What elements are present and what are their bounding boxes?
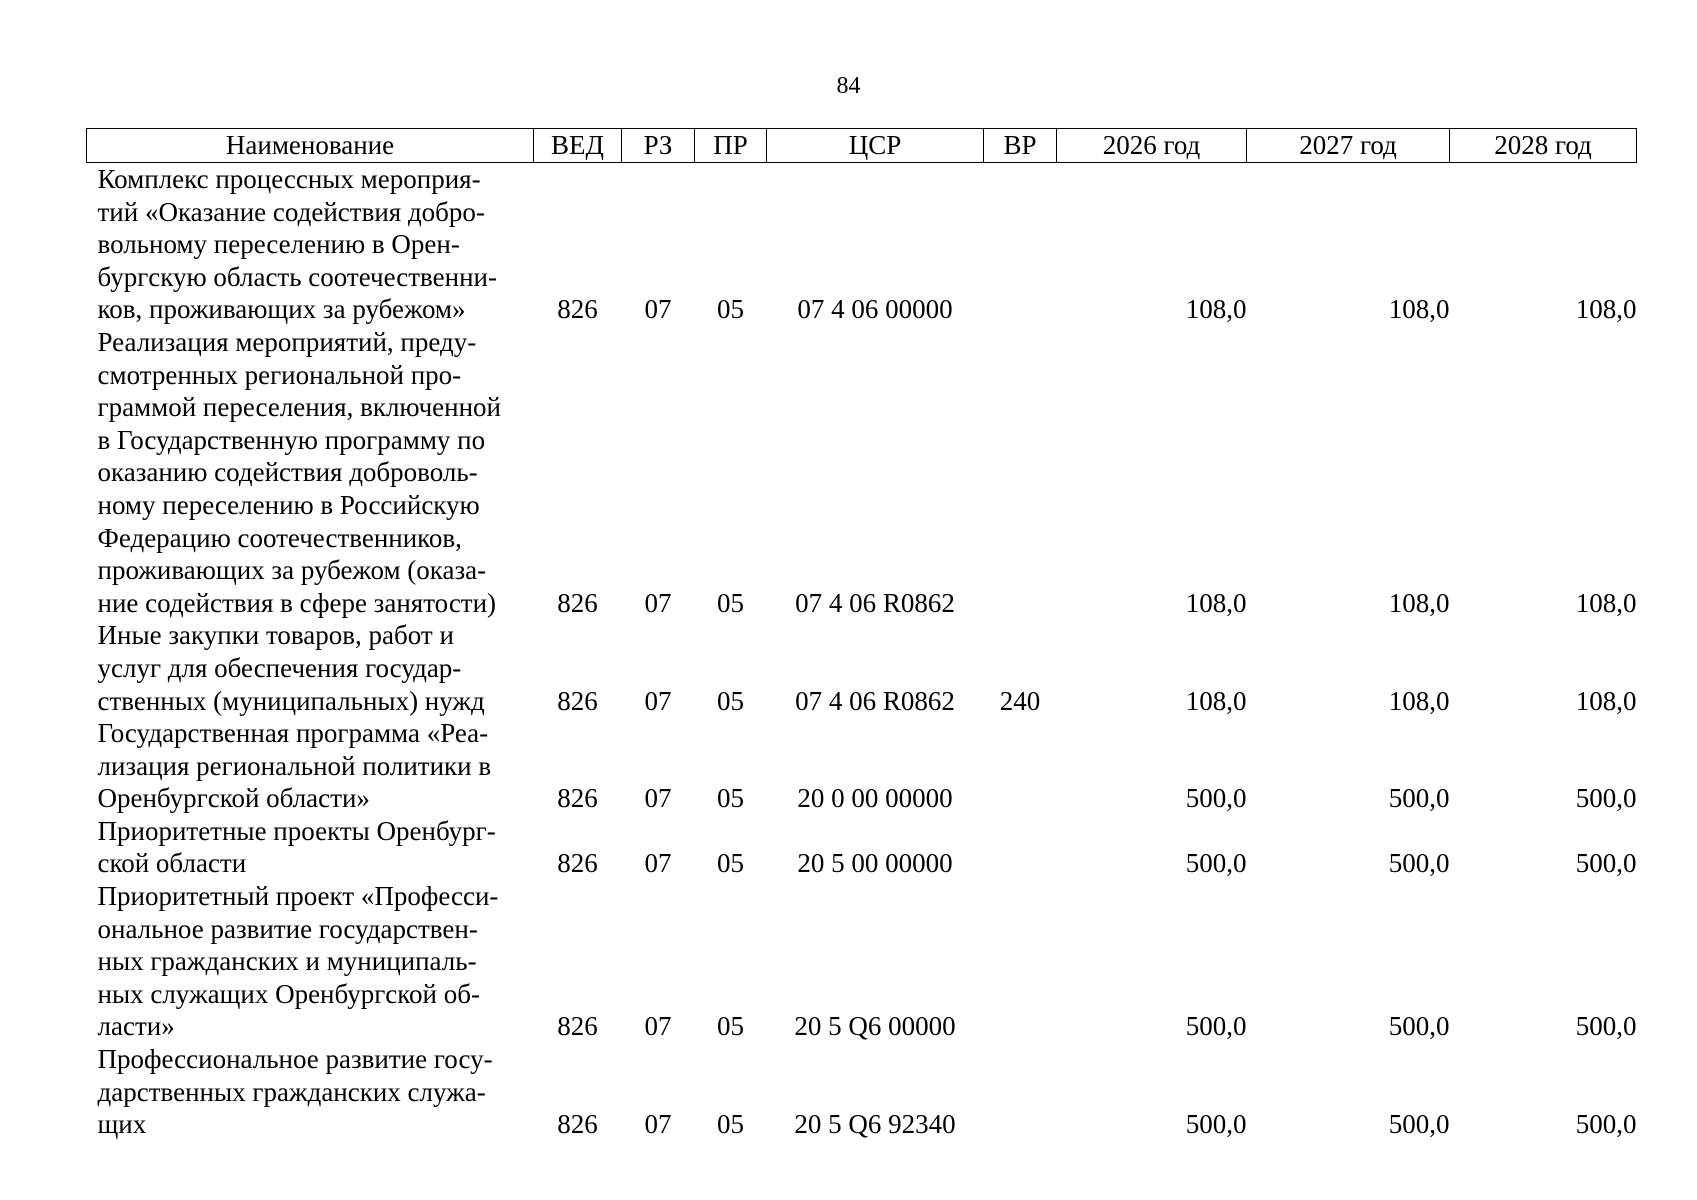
table-header-row bbox=[87, 129, 1637, 163]
row-2027: 500,0 bbox=[1388, 848, 1450, 879]
row-vr bbox=[984, 815, 1057, 880]
row-2028: 500,0 bbox=[1575, 848, 1637, 879]
row-2028: 108,0 bbox=[1575, 685, 1637, 716]
row-rz: 07 bbox=[644, 783, 672, 814]
table-row bbox=[87, 1043, 1637, 1141]
row-2026: 108,0 bbox=[1185, 587, 1247, 618]
row-pr: 05 bbox=[717, 848, 744, 879]
row-name: Профессиональное развитие госу- дарственных гражданских служа- щих bbox=[97, 1044, 493, 1140]
row-csr: 07 4 06 R0862 bbox=[795, 685, 955, 716]
page-number: 84 bbox=[836, 73, 861, 99]
row-name: Государственная программа «Реа- лизация региональной политики в Оренбургской области» bbox=[97, 718, 492, 814]
table-row bbox=[87, 163, 1637, 326]
row-2028: 108,0 bbox=[1575, 294, 1637, 325]
row-2027: 500,0 bbox=[1388, 783, 1450, 814]
row-ved: 826 bbox=[557, 685, 598, 716]
row-2027: 500,0 bbox=[1388, 1011, 1450, 1042]
row-2028: 500,0 bbox=[1575, 1011, 1637, 1042]
table-row bbox=[87, 880, 1637, 1043]
table-row bbox=[87, 619, 1637, 717]
header-pr: ПР bbox=[695, 129, 767, 163]
row-csr: 20 5 Q6 92340 bbox=[794, 1109, 956, 1140]
row-ved: 826 bbox=[557, 587, 598, 618]
header-2028: 2028 год bbox=[1450, 129, 1637, 163]
row-ved: 826 bbox=[557, 294, 598, 325]
row-rz: 07 bbox=[644, 1011, 672, 1042]
row-ved: 826 bbox=[557, 848, 598, 879]
header-2026: 2026 год bbox=[1057, 129, 1247, 163]
row-2027: 500,0 bbox=[1388, 1109, 1450, 1140]
row-2026: 108,0 bbox=[1185, 685, 1247, 716]
row-2028: 108,0 bbox=[1575, 587, 1637, 618]
row-vr bbox=[984, 1043, 1057, 1141]
row-csr: 20 0 00 00000 bbox=[797, 783, 953, 814]
header-2027: 2027 год bbox=[1247, 129, 1450, 163]
header-rz: РЗ bbox=[622, 129, 695, 163]
row-2026: 500,0 bbox=[1185, 1109, 1247, 1140]
row-rz: 07 bbox=[644, 685, 672, 716]
row-rz: 07 bbox=[644, 848, 672, 879]
row-2026: 500,0 bbox=[1185, 1011, 1247, 1042]
row-pr: 05 bbox=[717, 294, 744, 325]
header-ved: ВЕД bbox=[534, 129, 622, 163]
row-2028: 500,0 bbox=[1575, 1109, 1637, 1140]
row-2027: 108,0 bbox=[1388, 587, 1450, 618]
row-ved: 826 bbox=[557, 1011, 598, 1042]
row-pr: 05 bbox=[717, 587, 744, 618]
row-2028: 500,0 bbox=[1575, 783, 1637, 814]
table-row bbox=[87, 717, 1637, 815]
row-2027: 108,0 bbox=[1388, 685, 1450, 716]
row-name: Приоритетный проект «Професси- ональное развитие государствен- ных гражданских и муниципаль- ных служащих Оренбургской об- ласти» bbox=[97, 881, 499, 1042]
table-row bbox=[87, 815, 1637, 880]
row-rz: 07 bbox=[644, 587, 672, 618]
row-csr: 07 4 06 R0862 bbox=[795, 587, 955, 618]
budget-table bbox=[86, 128, 1637, 1141]
header-vr: ВР bbox=[984, 129, 1057, 163]
header-csr: ЦСР bbox=[767, 129, 984, 163]
row-vr bbox=[984, 880, 1057, 1043]
row-csr: 20 5 Q6 00000 bbox=[794, 1011, 956, 1042]
row-vr bbox=[984, 717, 1057, 815]
row-name: Комплекс процессных мероприя- тий «Оказание содействия добро- вольному переселению в Орен- бургскую область соотечественни- ков, проживающих за рубежом» bbox=[97, 164, 497, 325]
header-name: Наименование bbox=[87, 129, 534, 163]
row-name: Реализация мероприятий, преду- смотренных региональной про- граммой переселения, включенной в Государственную программу по оказанию содействия доброволь- ному переселению в Российскую Федерацию соотечественников, проживающих за рубежом (оказа- ние содействия в сфере занятости) bbox=[97, 326, 501, 618]
row-rz: 07 bbox=[644, 294, 672, 325]
row-ved: 826 bbox=[557, 1109, 598, 1140]
row-pr: 05 bbox=[717, 1011, 744, 1042]
table-row bbox=[87, 326, 1637, 619]
row-csr: 07 4 06 00000 bbox=[797, 294, 953, 325]
row-name: Иные закупки товаров, работ и услуг для обеспечения государ- ственных (муниципальных) нужд bbox=[97, 620, 485, 716]
row-2027: 108,0 bbox=[1388, 294, 1450, 325]
row-vr bbox=[984, 163, 1057, 326]
row-2026: 500,0 bbox=[1185, 783, 1247, 814]
row-pr: 05 bbox=[717, 783, 744, 814]
row-vr bbox=[984, 326, 1057, 619]
row-pr: 05 bbox=[717, 1109, 744, 1140]
row-vr: 240 bbox=[999, 685, 1041, 716]
row-pr: 05 bbox=[717, 685, 744, 716]
row-ved: 826 bbox=[557, 783, 598, 814]
row-rz: 07 bbox=[644, 1109, 672, 1140]
row-2026: 500,0 bbox=[1185, 848, 1247, 879]
row-2026: 108,0 bbox=[1185, 294, 1247, 325]
row-name: Приоритетные проекты Оренбург- ской области bbox=[97, 815, 496, 879]
row-csr: 20 5 00 00000 bbox=[797, 848, 953, 879]
